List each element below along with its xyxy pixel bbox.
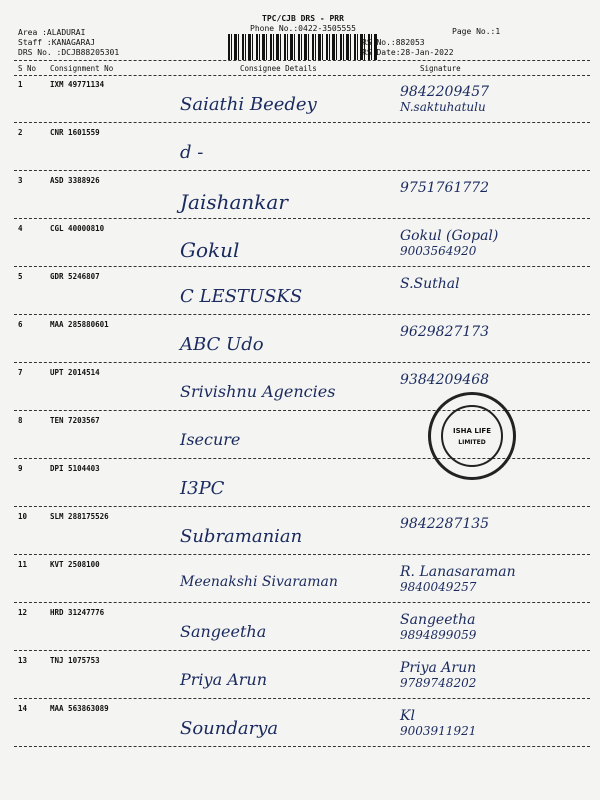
row-sno: 12 (18, 608, 28, 617)
col-header-signature: Signature (420, 64, 461, 73)
row-consignee-handwritten: Priya Arun (180, 670, 268, 689)
staff-field: Staff :KANAGARAJ (18, 38, 96, 47)
row-consignment-no: SLM 288175526 (50, 512, 109, 521)
row-consignee-handwritten: C LESTUSKS (180, 286, 303, 307)
row-sno: 6 (18, 320, 23, 329)
row-sno: 5 (18, 272, 23, 281)
rs-date: RS Date:28-Jan-2022 (362, 48, 454, 57)
row-sno: 2 (18, 128, 23, 137)
row-divider (14, 650, 590, 651)
row-consignment-no: TEN 7203567 (50, 416, 100, 425)
col-header-sno: S No (18, 64, 37, 73)
phone-number: Phone No.:0422-3505555 (250, 24, 356, 33)
row-signature-handwritten: 9629827173 (400, 324, 490, 340)
row-sno: 9 (18, 464, 23, 473)
row-signature-handwritten: 9842209457 (400, 84, 490, 100)
row-divider (14, 698, 590, 699)
row-consignee-handwritten: Meenakshi Sivaraman (180, 574, 338, 590)
row-signature-line2: 9789748202 (400, 676, 477, 690)
sheet-header (228, 14, 378, 33)
row-divider (14, 218, 590, 219)
row-consignment-no: GDR 5246807 (50, 272, 100, 281)
row-consignee-handwritten: Subramanian (180, 526, 303, 547)
row-sno: 8 (18, 416, 23, 425)
col-header-consignee: Consignee Details (240, 64, 317, 73)
col-header-consignment: Consignment No (50, 64, 114, 73)
row-divider (14, 362, 590, 363)
row-divider (14, 746, 590, 747)
row-divider (14, 602, 590, 603)
row-signature-handwritten: 9751761772 (400, 180, 490, 196)
page-number: Page No.:1 (452, 27, 501, 36)
row-signature-line2: 9003564920 (400, 244, 477, 258)
run-sheet-meta-left (18, 28, 119, 58)
row-signature-line2: 9894899059 (400, 628, 477, 642)
row-consignment-no: TNJ 1075753 (50, 656, 100, 665)
row-consignment-no: KVT 2508100 (50, 560, 100, 569)
row-divider (14, 506, 590, 507)
row-consignment-no: MAA 285880601 (50, 320, 109, 329)
row-divider (14, 554, 590, 555)
row-divider (14, 122, 590, 123)
row-consignment-no: IXM 49771134 (50, 80, 105, 89)
row-consignee-handwritten: Isecure (180, 430, 241, 449)
row-sno: 14 (18, 704, 28, 713)
seal-text-top: ISHA LIFE (453, 427, 491, 435)
row-consignee-handwritten: Gokul (180, 238, 240, 262)
row-consignee-handwritten: Srivishnu Agencies (180, 382, 336, 401)
row-consignee-handwritten: d - (180, 142, 204, 163)
row-signature-handwritten: 9842287135 (400, 516, 490, 532)
row-signature-handwritten: Priya Arun (400, 660, 477, 676)
row-signature-line2: N.saktuhatulu (400, 100, 486, 114)
barcode-image (228, 34, 378, 60)
row-consignment-no: CNR 1601559 (50, 128, 100, 137)
row-consignment-no: ASD 3388926 (50, 176, 100, 185)
row-consignee-handwritten: I3PC (180, 478, 225, 499)
area-field: Area :ALADURAI (18, 28, 86, 37)
row-signature-handwritten: S.Suthal (400, 276, 460, 292)
row-consignment-no: MAA 563863089 (50, 704, 109, 713)
drs-number: DRS No. :DCJB88205301 (18, 48, 120, 57)
row-consignment-no: UPT 2014514 (50, 368, 100, 377)
row-divider (14, 266, 590, 267)
row-sno: 13 (18, 656, 28, 665)
row-consignment-no: HRD 31247776 (50, 608, 105, 617)
row-divider (14, 170, 590, 171)
row-consignee-handwritten: ABC Udo (180, 334, 264, 355)
row-signature-line2: 9840049257 (400, 580, 477, 594)
row-sno: 4 (18, 224, 23, 233)
row-consignee-handwritten: Sangeetha (180, 622, 267, 641)
header-divider (14, 60, 590, 61)
row-signature-handwritten: R. Lanasaraman (400, 564, 516, 580)
row-signature-handwritten: Kl (400, 708, 415, 724)
row-signature-line2: 9003911921 (400, 724, 477, 738)
row-divider (14, 314, 590, 315)
rs-number: RS No.:882053 (362, 38, 425, 47)
row-consignment-no: CGL 40000810 (50, 224, 105, 233)
row-consignee-handwritten: Soundarya (180, 718, 279, 739)
row-consignee-handwritten: Saiathi Beedey (180, 94, 317, 115)
seal-text-bottom: LIMITED (458, 439, 486, 446)
row-sno: 10 (18, 512, 28, 521)
row-signature-handwritten: 9384209468 (400, 372, 490, 388)
row-sno: 3 (18, 176, 23, 185)
run-sheet-meta-right (362, 28, 454, 58)
row-sno: 7 (18, 368, 23, 377)
sheet-title: TPC/CJB DRS - PRR (262, 14, 344, 23)
row-consignment-no: DPI 5104403 (50, 464, 100, 473)
row-sno: 1 (18, 80, 23, 89)
column-header-divider (14, 75, 590, 76)
row-signature-handwritten: Sangeetha (400, 612, 476, 628)
row-signature-handwritten: Gokul (Gopal) (400, 228, 499, 244)
row-consignee-handwritten: Jaishankar (180, 190, 288, 214)
row-sno: 11 (18, 560, 28, 569)
company-seal-stamp (428, 392, 516, 480)
